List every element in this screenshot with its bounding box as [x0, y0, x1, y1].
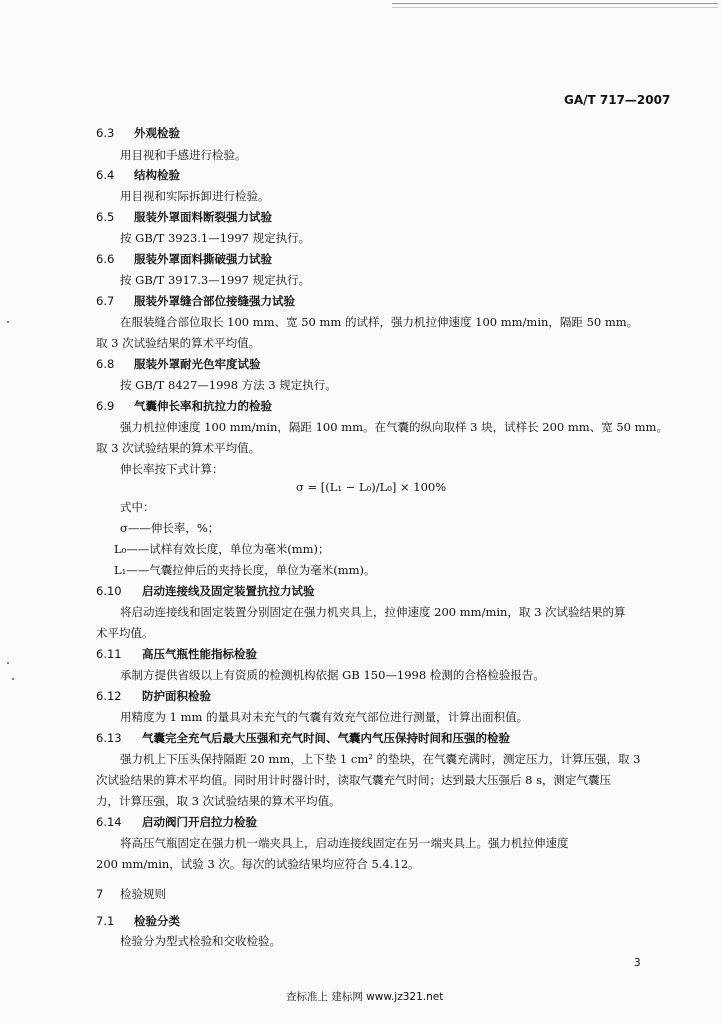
paragraph-line: 取 3 次试验结果的算术平均值。: [96, 336, 261, 350]
paragraph: 按 GB/T 8427—1998 方法 3 规定执行。: [120, 378, 337, 392]
section-title: 气囊伸长率和抗拉力的检验: [134, 399, 272, 413]
section-heading: [96, 398, 272, 414]
section-heading: [96, 293, 295, 309]
section-heading: [96, 583, 315, 599]
paragraph-line: 术平均值。: [96, 626, 154, 640]
paragraph: 用目视和实际拆卸进行检验。: [120, 189, 270, 203]
footer-watermark: 查标准上 建标网 www.jz321.net: [286, 991, 444, 1003]
section-number: 6.5: [96, 210, 115, 224]
section-heading: [96, 251, 272, 267]
paragraph-line: 强力机拉伸速度 100 mm/min，隔距 100 mm。在气囊的纵向取样 3 块，试样长 200 mm、宽 50 mm。: [120, 420, 668, 434]
section-number: 6.3: [96, 126, 115, 140]
paragraph-line: 200 mm/min，试验 3 次。每次的试验结果均应符合 5.4.12。: [96, 857, 420, 871]
section-title: 启动连接线及固定装置抗拉力试验: [142, 584, 315, 598]
paragraph-line: 次试验结果的算术平均值。同时用计时器计时，读取气囊充气时间；达到最大压强后 8 s，测定气囊压: [96, 773, 612, 787]
section-title: 外观检验: [134, 126, 180, 140]
section-title: 启动阀门开启拉力检验: [142, 815, 257, 829]
paragraph-line: 强力机上下压头保持隔距 20 mm，上下垫 1 cm² 的垫块，在气囊充满时，测定压力，计算压强，取 3: [120, 752, 641, 766]
section-title: 结构检验: [134, 168, 180, 182]
paragraph: 检验分为型式检验和交收检验。: [120, 934, 281, 948]
section-heading: [96, 167, 180, 183]
paragraph-line: 取 3 次试验结果的算术平均值。: [96, 441, 261, 455]
standard-number: GA/T 717—2007: [564, 93, 671, 107]
scan-speck: [7, 662, 9, 664]
symbol-definition: σ——伸长率，%；: [120, 521, 220, 535]
paragraph: 用精度为 1 mm 的量具对未充气的气囊有效充气部位进行测量，计算出面积值。: [120, 710, 529, 724]
section-heading: [96, 814, 257, 830]
paragraph: 按 GB/T 3917.3—1997 规定执行。: [120, 273, 311, 287]
section-heading: [96, 646, 257, 662]
section-number: 6.9: [96, 399, 115, 413]
section-heading: [96, 688, 211, 704]
section-number: 7.1: [96, 914, 115, 928]
section-number: 6.12: [96, 689, 122, 703]
section-heading: [96, 730, 510, 746]
elongation-formula: σ = [(L₁ − L₀)/L₀] × 100%: [296, 480, 447, 494]
paragraph-line: 伸长率按下式计算：: [120, 462, 224, 476]
section-title: 服装外罩面料断裂强力试验: [134, 210, 272, 224]
chapter-number: 7: [96, 887, 104, 901]
section-number: 6.6: [96, 252, 115, 266]
paragraph-line: 将启动连接线和固定装置分别固定在强力机夹具上，拉伸速度 200 mm/min，取 3 次试验结果的算: [120, 605, 626, 619]
chapter-title: 检验规则: [120, 887, 166, 901]
where-label: 式中：: [120, 500, 155, 514]
header-rule: [392, 3, 718, 4]
section-title: 高压气瓶性能指标检验: [142, 647, 257, 661]
section-title: 气囊完全充气后最大压强和充气时间、气囊内气压保持时间和压强的检验: [142, 731, 510, 745]
scan-speck: [12, 678, 14, 680]
section-number: 6.11: [96, 647, 122, 661]
scan-speck: [7, 321, 9, 323]
header-rule-secondary: [392, 7, 718, 8]
section-number: 6.4: [96, 168, 115, 182]
symbol-definition: L₀——试样有效长度，单位为毫米(mm)；: [114, 542, 330, 556]
section-heading: [96, 356, 261, 372]
section-number: 6.7: [96, 294, 115, 308]
section-heading: [96, 209, 272, 225]
paragraph-line: 在服装缝合部位取长 100 mm、宽 50 mm 的试样，强力机拉伸速度 100 mm/min，隔距 50 mm。: [120, 315, 639, 329]
paragraph: 承制方提供省级以上有资质的检测机构依据 GB 150—1998 检测的合格检验报告。: [120, 668, 545, 682]
chapter-heading: [96, 886, 166, 902]
section-number: 6.10: [96, 584, 122, 598]
paragraph-line: 将高压气瓶固定在强力机一端夹具上，启动连接线固定在另一端夹具上。强力机拉伸速度: [120, 836, 569, 850]
paragraph: 用目视和手感进行检验。: [120, 148, 247, 162]
symbol-definition: L₁——气囊拉伸后的夹持长度，单位为毫米(mm)。: [114, 563, 376, 577]
section-number: 6.8: [96, 357, 115, 371]
paragraph: 按 GB/T 3923.1—1997 规定执行。: [120, 231, 311, 245]
page-number: 3: [634, 957, 641, 969]
section-title: 服装外罩缝合部位接缝强力试验: [134, 294, 295, 308]
section-heading: [96, 913, 180, 929]
section-number: 6.14: [96, 815, 122, 829]
section-title: 检验分类: [134, 914, 180, 928]
section-title: 服装外罩面料撕破强力试验: [134, 252, 272, 266]
section-title: 服装外罩耐光色牢度试验: [134, 357, 261, 371]
paragraph-line: 力，计算压强，取 3 次试验结果的算术平均值。: [96, 794, 341, 808]
section-number: 6.13: [96, 731, 122, 745]
section-heading: [96, 125, 180, 141]
section-title: 防护面积检验: [142, 689, 211, 703]
